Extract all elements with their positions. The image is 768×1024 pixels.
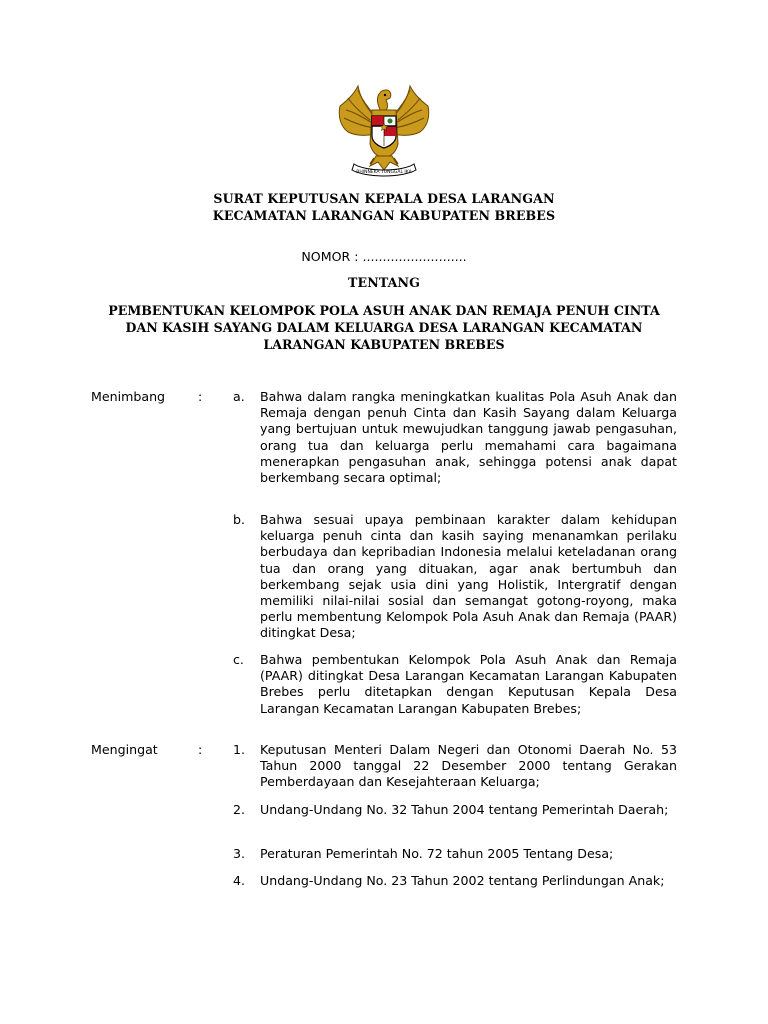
menimbang-item-c-marker: c.: [233, 652, 244, 667]
mengingat-item-4: Undang-Undang No. 23 Tahun 2002 tentang Perlindungan Anak;: [260, 873, 665, 888]
decree-title-line2: KECAMATAN LARANGAN KABUPATEN BREBES: [212, 208, 556, 223]
mengingat-item-3-marker: 3.: [233, 846, 246, 861]
menimbang-item-b: Bahwa sesuai upaya pembinaan karakter dalam kehidupan keluarga penuh cinta dan kasih saying menanamkan perilaku berbudaya dan kepribadian Indonesia melalui keteladanan orang tua dan orang yang dituakan, agar anak bertumbuh dan berkembang sejak usia dini yang Holistik, Intergratif dengan memiliki nilai-nilai sosial dan semangat gotong-royong, maka perlu membentung Kelompok Pola Asuh Anak dan Remaja (PAAR) ditingkat Desa;: [260, 512, 677, 641]
mengingat-item-1-marker: 1.: [233, 742, 246, 757]
decree-title-line1: SURAT KEPUTUSAN KEPALA DESA LARANGAN: [213, 191, 555, 206]
decree-subject: PEMBENTUKAN KELOMPOK POLA ASUH ANAK DAN REMAJA PENUH CINTA DAN KASIH SAYANG DALAM KELUARGA DESA LARANGAN KECAMATAN LARANGAN KABUPATEN BREBES: [108, 303, 660, 352]
garuda-pancasila-emblem-icon: [330, 80, 438, 180]
menimbang-label: Menimbang: [91, 389, 166, 404]
mengingat-item-1: Keputusan Menteri Dalam Negeri dan Otonomi Daerah No. 53 Tahun 2000 tanggal 22 Desember 2000 tentang Gerakan Pemberdayaan dan Kesejahteraan Keluarga;: [260, 742, 677, 790]
menimbang-item-a-marker: a.: [233, 389, 245, 404]
tentang-heading: TENTANG: [348, 275, 420, 290]
menimbang-item-c: Bahwa pembentukan Kelompok Pola Asuh Anak dan Remaja (PAAR) ditingkat Desa Larangan Kecamatan Larangan Kabupaten Brebes perlu ditetapkan dengan Keputusan Kepala Desa Larangan Kecamatan Larangan Kabupaten Brebes;: [260, 652, 677, 716]
mengingat-item-2: Undang-Undang No. 32 Tahun 2004 tentang Pemerintah Daerah;: [260, 802, 669, 817]
menimbang-item-a: Bahwa dalam rangka meningkatkan kualitas Pola Asuh Anak dan Remaja dengan penuh Cinta dan Kasih Sayang dalam Keluarga yang bertujuan untuk mewujudkan tanggung jawab pengasuhan, orang tua dan keluarga perlu memahami cara bagaimana menerapkan pengasuhan anak, sehingga potensi anak dapat berkembang secara optimal;: [260, 389, 677, 486]
mengingat-item-3: Peraturan Pemerintah No. 72 tahun 2005 Tentang Desa;: [260, 846, 614, 861]
decree-number: NOMOR : ..........................: [301, 249, 467, 264]
mengingat-item-2-marker: 2.: [233, 802, 246, 817]
menimbang-item-b-marker: b.: [233, 512, 245, 527]
mengingat-item-4-marker: 4.: [233, 873, 246, 888]
emblem-motto: BHINNEKA TUNGGAL IKA: [356, 170, 412, 175]
menimbang-colon: :: [198, 389, 203, 404]
mengingat-colon: :: [198, 742, 203, 757]
mengingat-label: Mengingat: [91, 742, 158, 757]
